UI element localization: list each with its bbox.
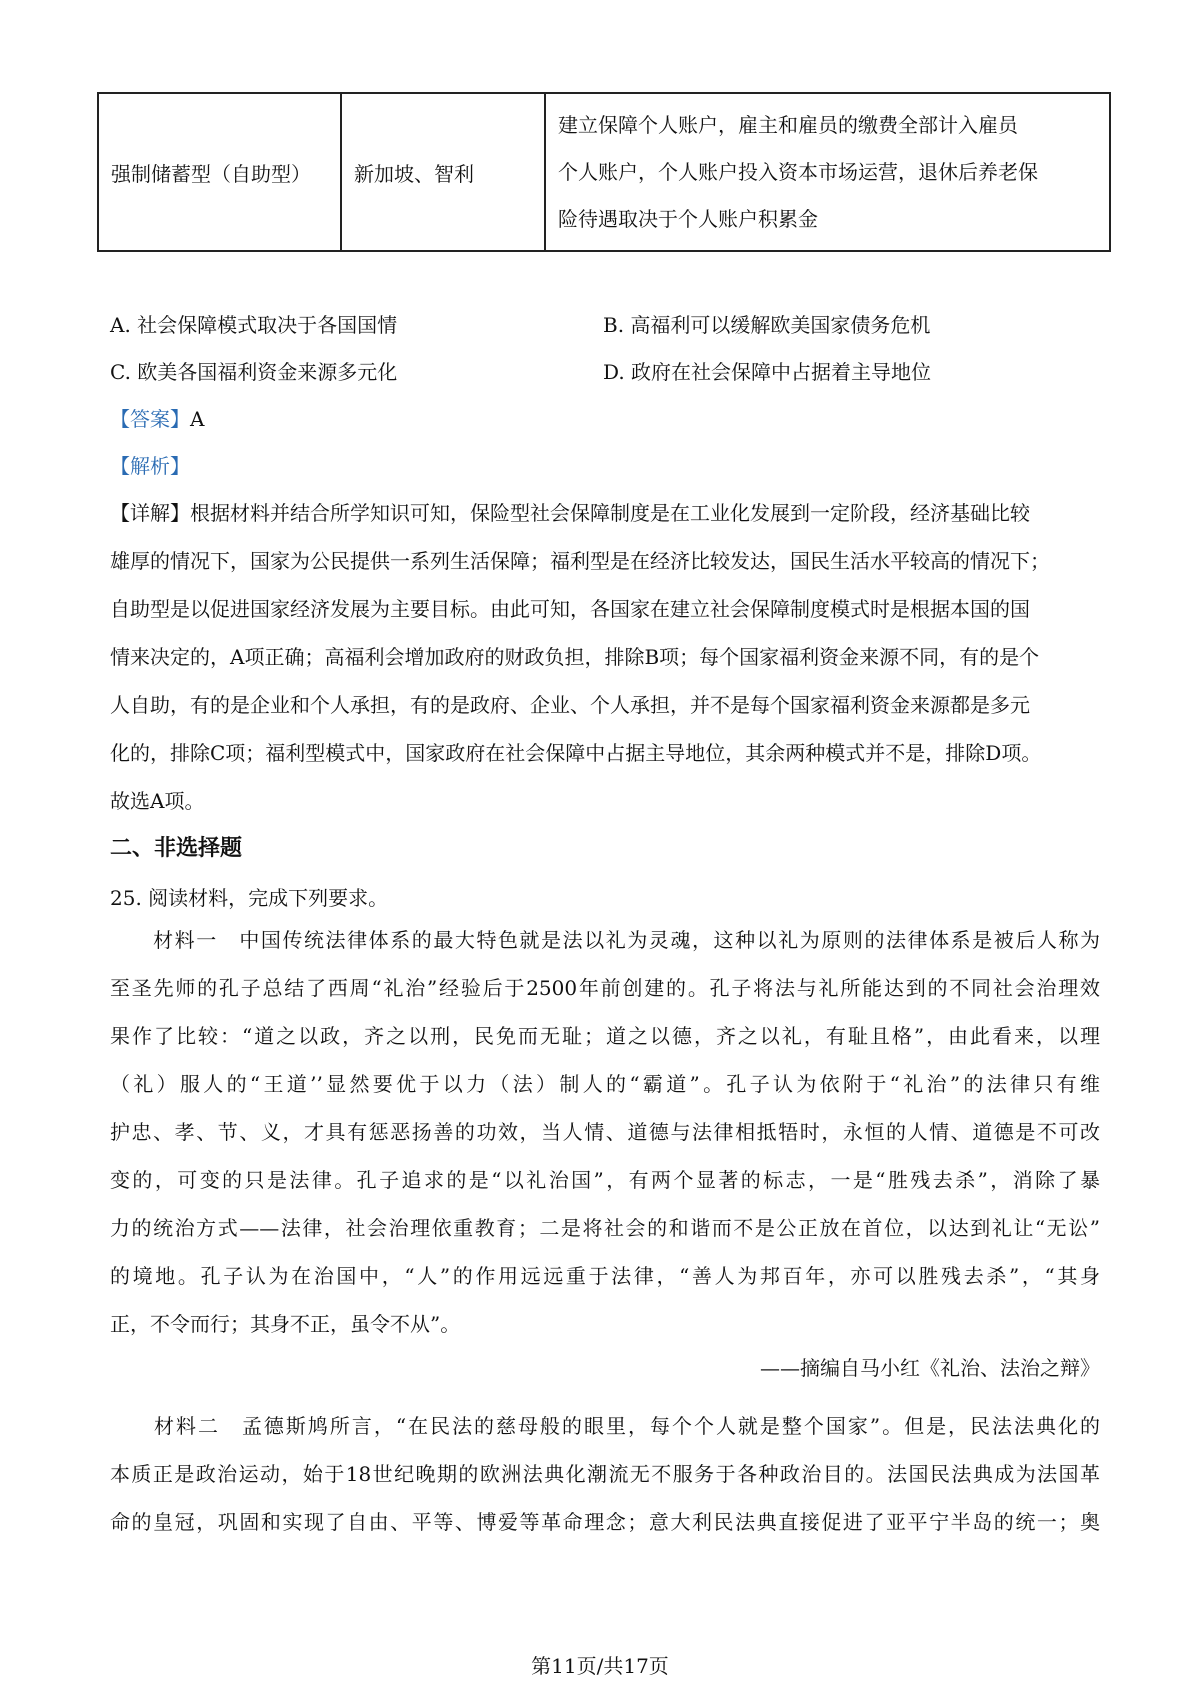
material-line: 材料一 中国传统法律体系的最大特色就是法以礼为灵魂，这种以礼为原则的法律体系是被后人称为 [110, 928, 1100, 952]
question-25-prompt: 25. 阅读材料，完成下列要求。 [110, 886, 389, 910]
section-heading: 二、非选择题 [110, 835, 243, 861]
detail-line: 自助型是以促进国家经济发展为主要目标。由此可知，各国家在建立社会保障制度模式时是根据本国的国 [110, 597, 1030, 621]
description-line: 险待遇取决于个人账户积累金 [558, 206, 818, 231]
material-2 [110, 1402, 1100, 1546]
detail-line: 人自助，有的是企业和个人承担，有的是政府、企业、个人承担，并不是每个国家福利资金来源都是多元 [110, 693, 1030, 717]
option-d: D. 政府在社会保障中占据着主导地位 [603, 360, 932, 384]
material-line: 力的统治方式——法律，社会治理依重教育；二是将社会的和谐而不是公正放在首位，以达到礼让“无讼” [110, 1216, 1100, 1240]
mode-description-cell [545, 93, 1110, 251]
option-a: A. 社会保障模式取决于各国国情 [110, 313, 398, 337]
answer-label: 【答案】 [110, 407, 190, 431]
material-line: 命的皇冠，巩固和实现了自由、平等、博爱等革命理念；意大利民法典直接促进了亚平宁半岛的统一；奥 [110, 1510, 1100, 1534]
detail-line: 化的，排除C项；福利型模式中，国家政府在社会保障中占据主导地位，其余两种模式并不是，排除D项。 [110, 741, 1042, 765]
material-line: 护忠、孝、节、义，才具有惩恶扬善的功效，当人情、道德与法律相抵牾时，永恒的人情、道德是不可改 [110, 1120, 1100, 1144]
material-line: 的境地。孔子认为在治国中，“人”的作用远远重于法律，“善人为邦百年，亦可以胜残去杀”，“其身 [110, 1264, 1100, 1288]
detail-line: 故选A项。 [110, 789, 205, 813]
material-line: 材料二 孟德斯鸠所言，“在民法的慈母般的眼里，每个个人就是整个国家”。但是，民法法典化的 [110, 1414, 1100, 1438]
detail-line: 雄厚的情况下，国家为公民提供一系列生活保障；福利型是在经济比较发达，国民生活水平较高的情况下； [110, 549, 1050, 573]
answer-value: A [190, 407, 205, 431]
page-footer: 第11页/共17页 [531, 1654, 669, 1678]
material-line: （礼）服人的“王道’’显然要优于以力（法）制人的“霸道”。孔子认为依附于“礼治”的法律只有维 [110, 1072, 1100, 1096]
material-line: 至圣先师的孔子总结了西周“礼治”经验后于2500年前创建的。孔子将法与礼所能达到的不同社会治理效 [110, 976, 1100, 1000]
material-line: 变的，可变的只是法律。孔子追求的是“以礼治国”，有两个显著的标志，一是“胜残去杀”，消除了暴 [110, 1168, 1100, 1192]
description-line: 建立保障个人账户，雇主和雇员的缴费全部计入雇员 [558, 112, 1018, 137]
material-line: 本质正是政治运动，始于18世纪晚期的欧洲法典化潮流无不服务于各种政治目的。法国民法典成为法国革 [110, 1462, 1100, 1486]
analysis-label: 【解析】 [110, 454, 190, 478]
social-security-modes-table [97, 92, 1111, 252]
detail-line: 【详解】根据材料并结合所学知识可知，保险型社会保障制度是在工业化发展到一定阶段，经济基础比较 [110, 501, 1030, 525]
detail-paragraph [110, 489, 1100, 825]
material-line: 果作了比较：“道之以政，齐之以刑，民免而无耻；道之以德，齐之以礼，有耻且格”，由此看来，以理 [110, 1024, 1100, 1048]
material-1-source: ——摘编自马小红《礼治、法治之辩》 [760, 1356, 1100, 1380]
table-row [98, 93, 1110, 251]
mode-type-cell: 强制储蓄型（自助型） [98, 93, 341, 251]
detail-line: 情来决定的，A项正确；高福利会增加政府的财政负担，排除B项；每个国家福利资金来源不同，有的是个 [110, 645, 1040, 669]
mode-countries-cell: 新加坡、智利 [341, 93, 545, 251]
option-c: C. 欧美各国福利资金来源多元化 [110, 360, 398, 384]
option-b: B. 高福利可以缓解欧美国家债务危机 [603, 313, 931, 337]
answer-line [110, 407, 204, 431]
material-1 [110, 916, 1100, 1348]
description-line: 个人账户，个人账户投入资本市场运营，退休后养老保 [558, 159, 1038, 184]
material-line: 正，不令而行；其身不正，虽令不从”。 [110, 1312, 461, 1336]
